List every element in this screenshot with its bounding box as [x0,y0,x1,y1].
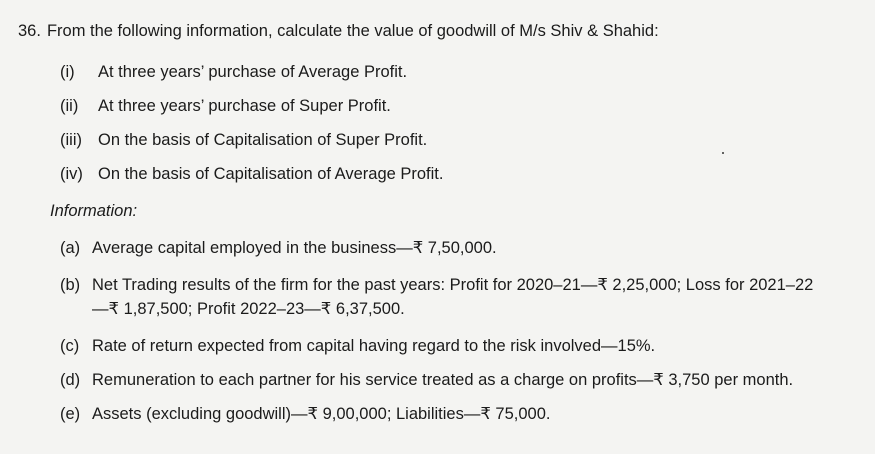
info-label: (c) [60,337,80,355]
info-label: (d) [60,371,81,389]
info-text: Assets (excluding goodwill)—₹ 9,00,000; Liabilities—₹ 75,000. [92,405,551,423]
question-heading [18,22,659,41]
part-label: (iii) [60,131,82,149]
part-label: (i) [60,63,75,81]
info-text: Average capital employed in the business—₹ 7,50,000. [92,239,497,257]
info-item [60,275,813,319]
info-text: Rate of return expected from capital having regard to the risk involved—15%. [92,337,656,355]
part-text: On the basis of Capitalisation of Super Profit. [98,131,428,149]
part-item [60,63,407,82]
info-text: Remuneration to each partner for his service treated as a charge on profits—₹ 3,750 per month. [92,371,794,389]
part-label: (iv) [60,165,83,183]
info-label: (e) [60,405,81,423]
part-text: At three years’ purchase of Average Profit. [98,63,408,81]
question-number: 36. [18,22,41,40]
question-text: From the following information, calculate the value of goodwill of M/s Shiv & Shahid: [46,22,659,40]
part-text: At three years’ purchase of Super Profit. [98,97,391,115]
part-text: On the basis of Capitalisation of Average Profit. [98,165,444,183]
info-label: (b) [60,276,81,294]
info-item [60,238,497,258]
info-item [60,370,793,390]
info-text-continuation: —₹ 1,87,500; Profit 2022–23—₹ 6,37,500. [92,300,405,318]
part-item [60,97,391,116]
info-text: Net Trading results of the firm for the past years: Profit for 2020–21—₹ 2,25,000; Loss for 2021–22 [92,276,814,294]
information-heading: Information: [50,202,138,220]
part-item [60,165,443,184]
part-item [60,131,427,150]
info-item [60,337,655,356]
scan-speck [722,152,724,154]
info-label: (a) [60,239,81,257]
info-item [60,404,551,424]
part-label: (ii) [60,97,79,115]
